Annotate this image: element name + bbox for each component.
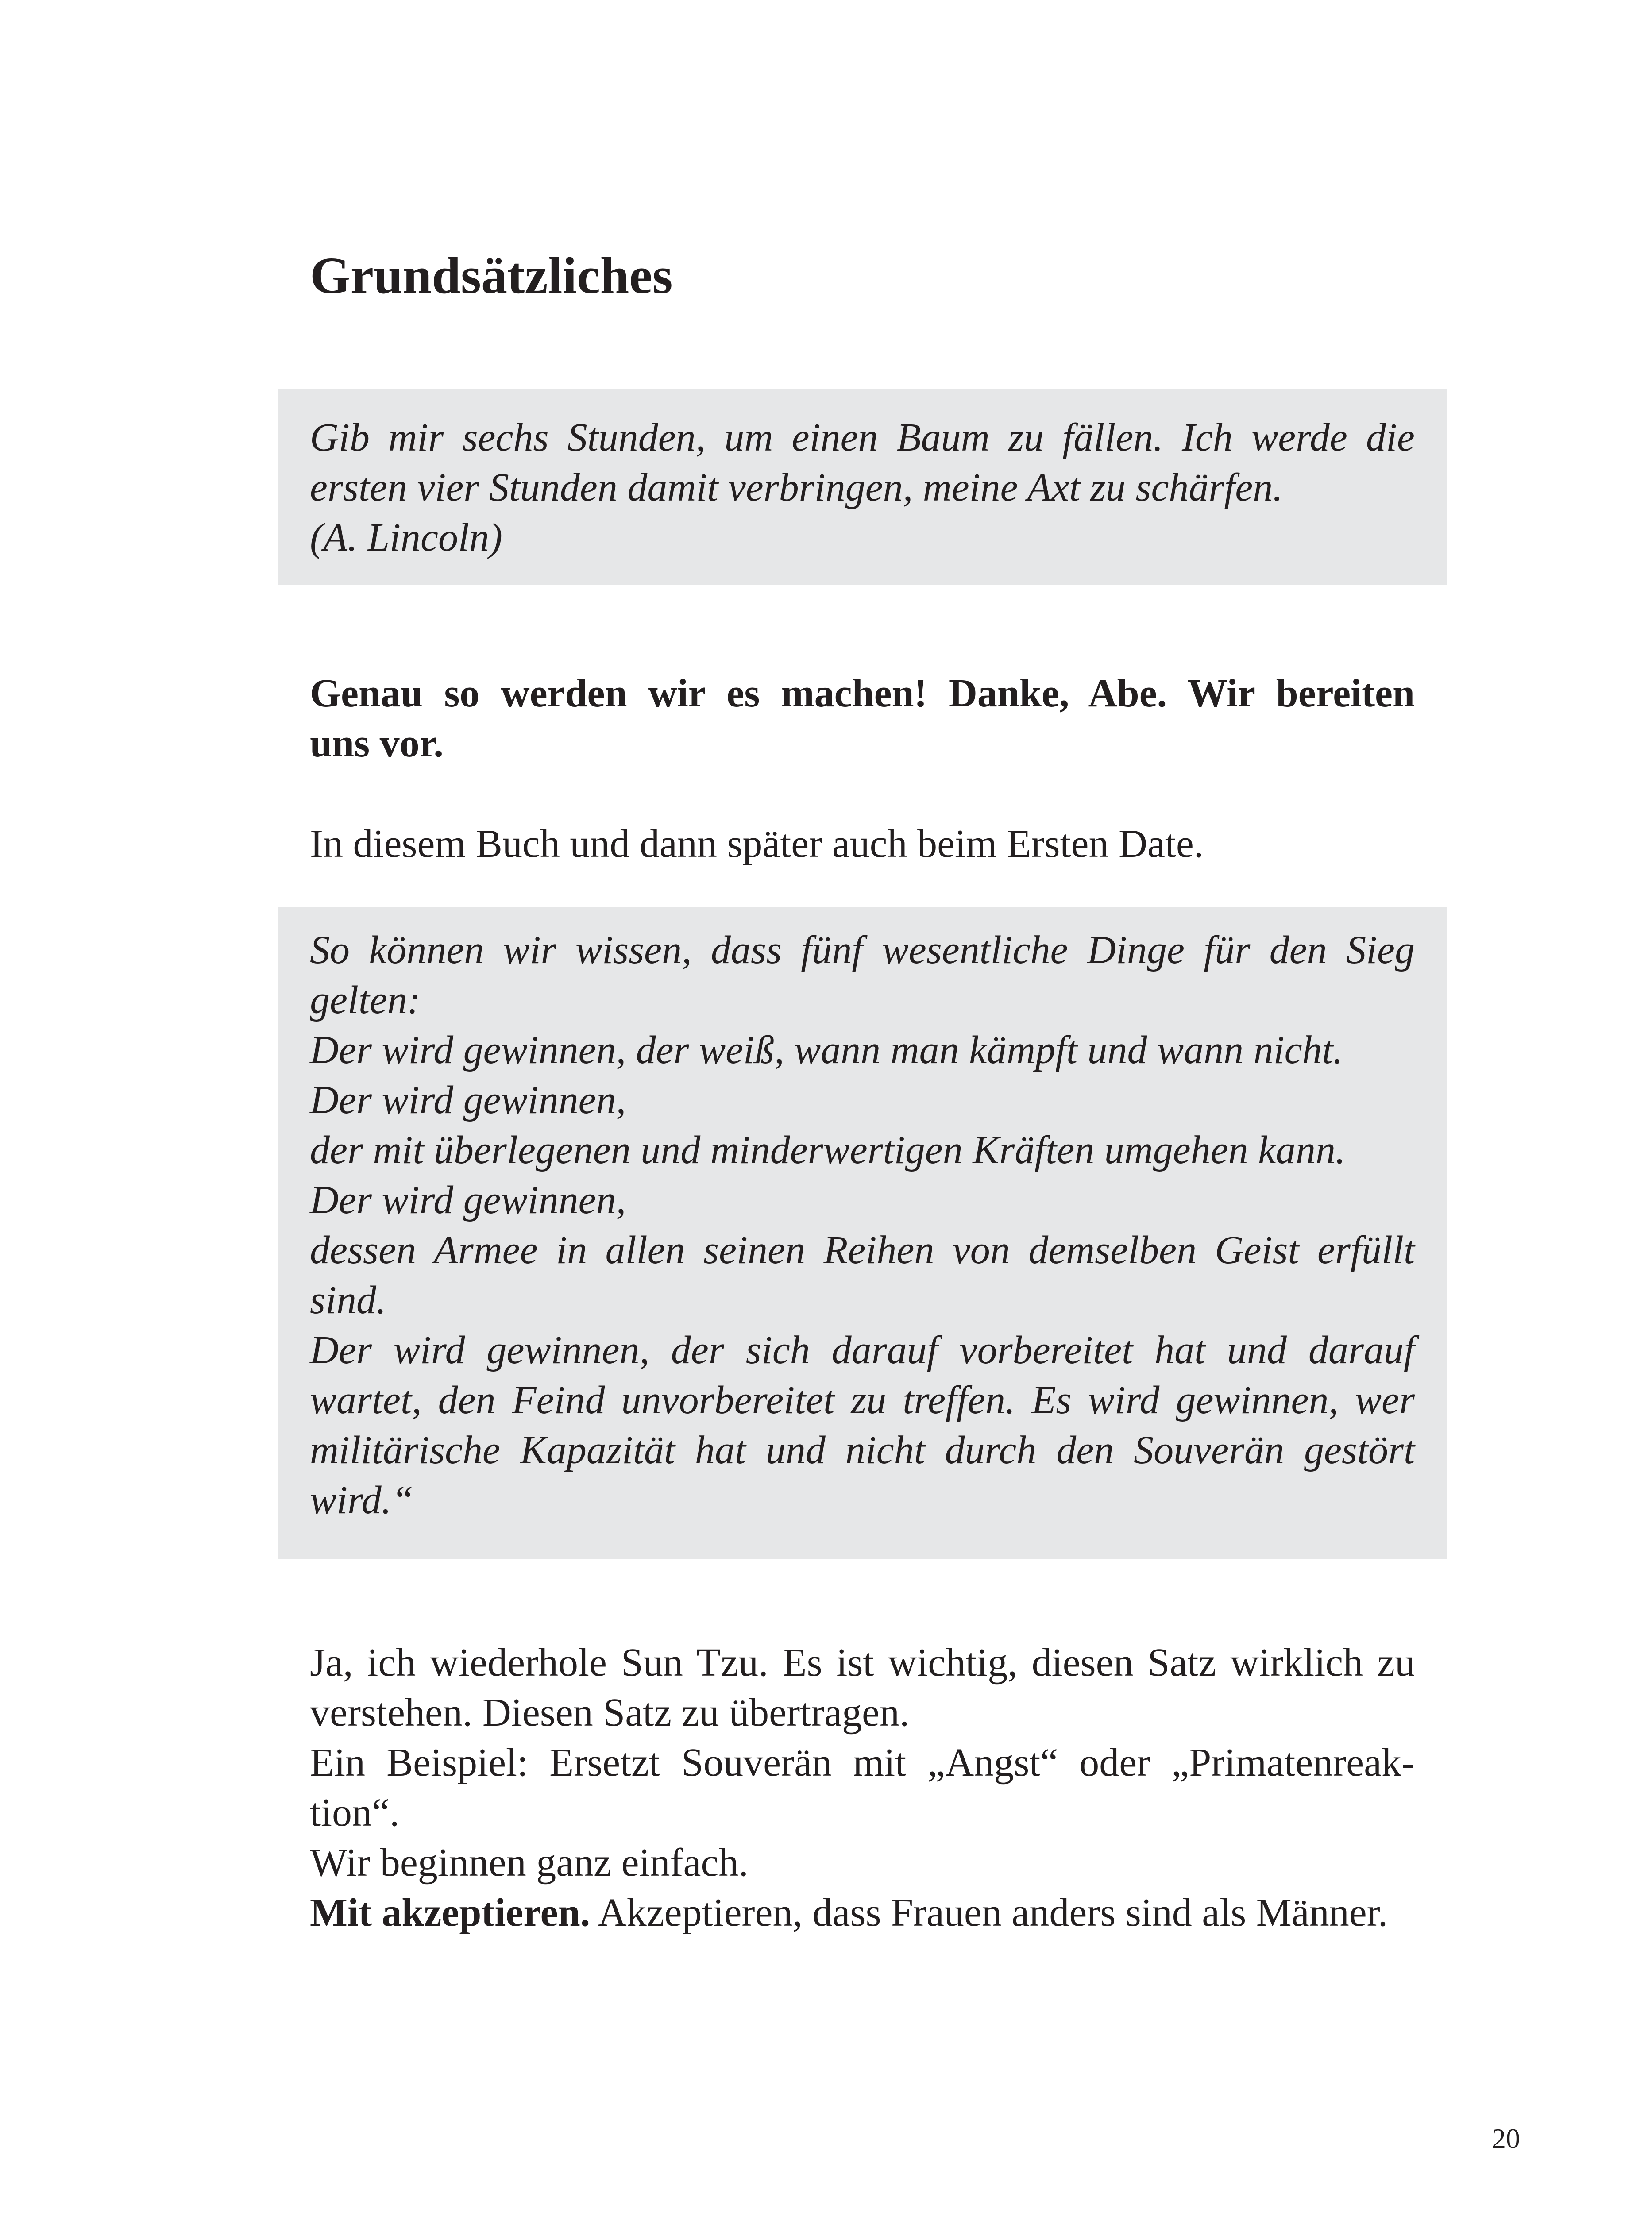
- quote-line: sind.: [310, 1278, 386, 1322]
- paragraph-line: Genau so werden wir es machen! Danke, Abe. Wir bereiten: [310, 671, 1415, 715]
- paragraph-line: Wir beginnen ganz einfach.: [310, 1841, 749, 1885]
- paragraph-line: Ein Beispiel: Ersetzt Souverän mit „Angst“ oder „Primatenreak-: [310, 1741, 1415, 1785]
- quote-line: ersten vier Stunden damit verbringen, meine Axt zu schärfen.: [310, 466, 1283, 509]
- quote-line: gelten:: [310, 978, 421, 1022]
- paragraph-line: verstehen. Diesen Satz zu übertragen.: [310, 1691, 910, 1735]
- quote-line: wird.“: [310, 1478, 414, 1522]
- quote-line: wartet, den Feind unvorbereitet zu treffen. Es wird gewinnen, wer: [310, 1378, 1415, 1422]
- page-number: 20: [1492, 2123, 1520, 2154]
- paragraph-text: Akzeptieren, dass Frauen anders sind als Männer.: [590, 1891, 1388, 1935]
- paragraph-line: tion“.: [310, 1791, 400, 1835]
- lincoln-quote-box: [278, 389, 1447, 585]
- quote-line: So können wir wissen, dass fünf wesentliche Dinge für den Sieg: [310, 928, 1415, 972]
- paragraph-line: In diesem Buch und dann später auch beim Ersten Date.: [310, 822, 1204, 866]
- paragraph-line: uns vor.: [310, 721, 444, 765]
- quote-line: der mit überlegenen und minderwertigen Kräften umgehen kann.: [310, 1128, 1346, 1172]
- quote-attribution: (A. Lincoln): [310, 516, 502, 559]
- intro-paragraph: [310, 819, 1415, 869]
- bold-paragraph: [310, 668, 1415, 768]
- quote-line: Der wird gewinnen,: [310, 1178, 626, 1222]
- quote-line: Der wird gewinnen, der sich darauf vorbereitet hat und darauf: [310, 1328, 1415, 1372]
- quote-line: Der wird gewinnen, der weiß, wann man kämpft und wann nicht.: [310, 1028, 1343, 1072]
- quote-line: militärische Kapazität hat und nicht durch den Souverän gestört: [310, 1428, 1415, 1472]
- page-title: Grundsätzliches: [310, 247, 673, 305]
- quote-line: Der wird gewinnen,: [310, 1078, 626, 1122]
- quote-line: Gib mir sechs Stunden, um einen Baum zu fällen. Ich werde die: [310, 416, 1415, 459]
- sun-tzu-quote-box: [278, 907, 1447, 1559]
- bold-lead-in: Mit akzeptieren.: [310, 1891, 591, 1935]
- quote-line: dessen Armee in allen seinen Reihen von demselben Geist erfüllt: [310, 1228, 1415, 1272]
- closing-paragraph: [310, 1638, 1415, 1938]
- paragraph-line: [310, 1888, 1415, 1938]
- paragraph-line: Ja, ich wiederhole Sun Tzu. Es ist wichtig, diesen Satz wirklich zu: [310, 1641, 1415, 1685]
